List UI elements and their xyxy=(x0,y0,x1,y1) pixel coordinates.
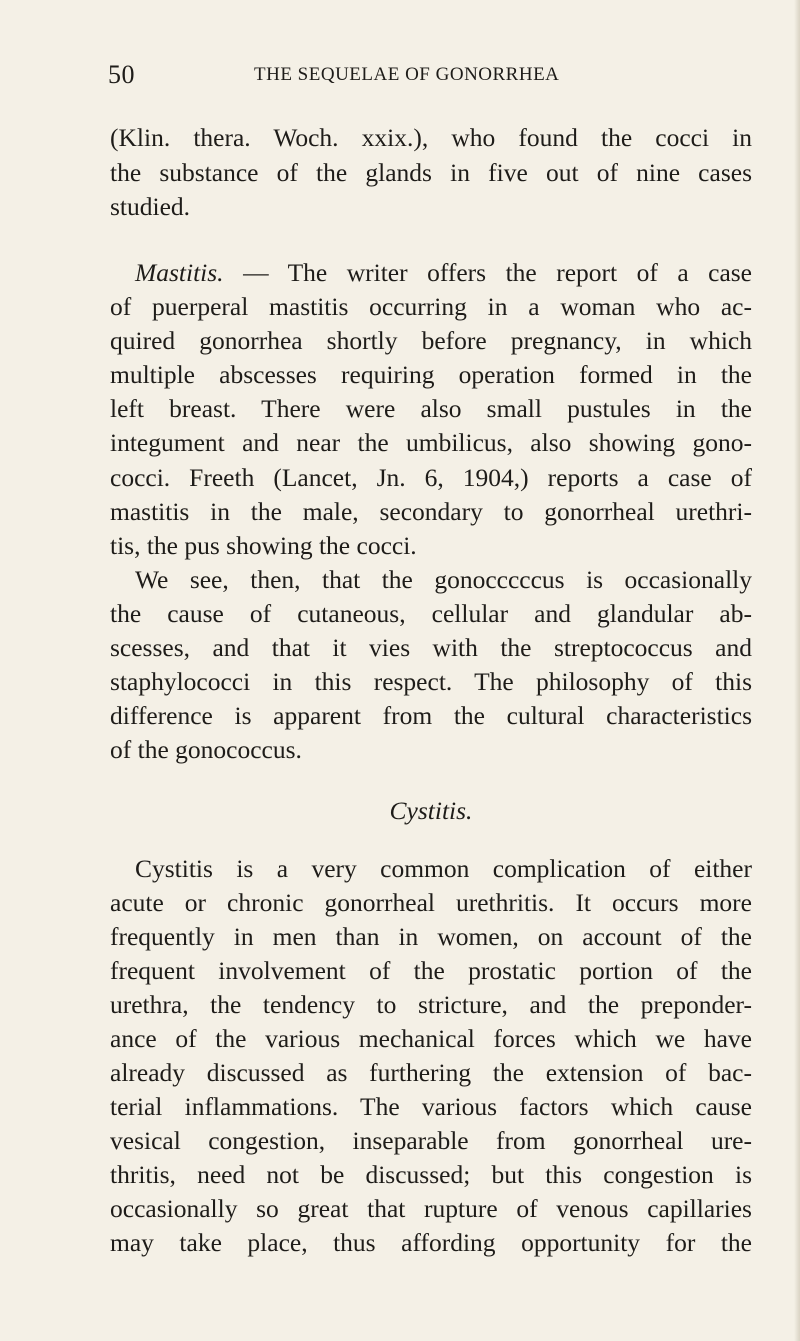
mastitis-first-line xyxy=(135,257,752,289)
text-line: the cause of cutaneous, cellular and glandular ab- xyxy=(110,599,752,628)
text-line: terial inflammations. The various factors which cause xyxy=(110,1092,752,1121)
page-number: 50 xyxy=(108,60,135,89)
text-line: Cystitis is a very common complication of either xyxy=(135,854,752,883)
page-edge-shadow xyxy=(794,0,800,1341)
mastitis-first-line-text: — The writer offers the report of a case xyxy=(243,258,753,287)
text-line: frequently in men than in women, on account of the xyxy=(110,922,752,951)
text-line: urethra, the tendency to stricture, and the preponder- xyxy=(110,990,752,1019)
text-line: left breast. There were also small pustules in the xyxy=(110,394,752,423)
text-line: occasionally so great that rupture of venous capillaries xyxy=(110,1194,752,1223)
text-line: cocci. Freeth (Lancet, Jn. 6, 1904,) reports a case of xyxy=(110,463,752,492)
text-line: quired gonorrhea shortly before pregnancy, in which xyxy=(110,326,752,355)
mastitis-heading: Mastitis. xyxy=(135,258,224,287)
text-line: mastitis in the male, secondary to gonorrheal urethri- xyxy=(110,497,752,526)
text-line: the substance of the glands in five out of nine cases xyxy=(110,158,752,187)
text-line: of puerperal mastitis occurring in a woman who ac- xyxy=(110,292,752,321)
text-line: of the gonococcus. xyxy=(110,735,302,764)
cystitis-heading: Cystitis. xyxy=(389,796,473,825)
text-line: acute or chronic gonorrheal urethritis. It occurs more xyxy=(110,888,752,917)
running-title: THE SEQUELAE OF GONORRHEA xyxy=(254,64,560,85)
text-line: difference is apparent from the cultural characteristics xyxy=(110,701,752,730)
text-line: tis, the pus showing the cocci. xyxy=(110,531,417,560)
running-head xyxy=(108,60,750,94)
text-line: studied. xyxy=(110,192,191,221)
text-line: thritis, need not be discussed; but this congestion is xyxy=(110,1160,752,1189)
text-line: staphylococci in this respect. The philosophy of this xyxy=(110,667,752,696)
text-line: We see, then, that the gonocccccus is occasionally xyxy=(135,565,752,594)
text-line: scesses, and that it vies with the streptococcus and xyxy=(110,633,752,662)
text-line: vesical congestion, inseparable from gonorrheal ure- xyxy=(110,1126,752,1155)
text-line: may take place, thus affording opportunity for the xyxy=(110,1228,752,1257)
text-line: (Klin. thera. Woch. xxix.), who found the cocci in xyxy=(110,123,752,152)
text-line: integument and near the umbilicus, also showing gono- xyxy=(110,428,752,457)
text-line: frequent involvement of the prostatic portion of the xyxy=(110,956,752,985)
text-line: already discussed as furthering the extension of bac- xyxy=(110,1058,752,1087)
text-line: ance of the various mechanical forces which we have xyxy=(110,1024,752,1053)
text-line: multiple abscesses requiring operation formed in the xyxy=(110,360,752,389)
